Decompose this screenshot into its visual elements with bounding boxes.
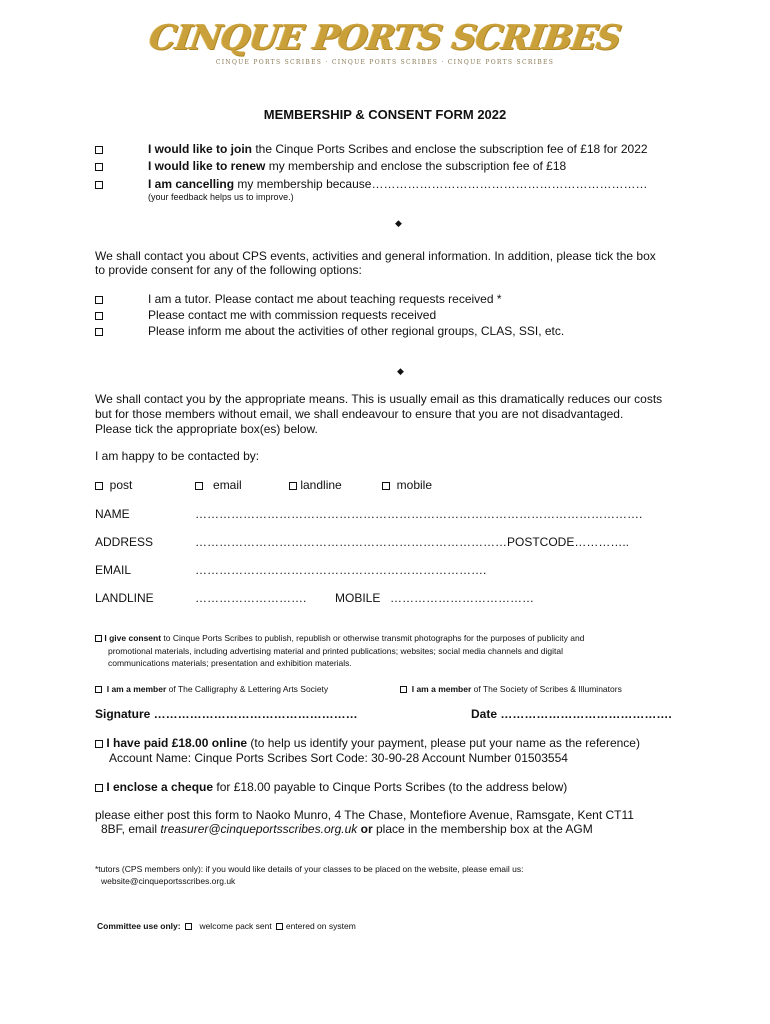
entered-system-checkbox[interactable] bbox=[276, 923, 283, 930]
contact-intro-line-2: to provide consent for any of the following options: bbox=[95, 263, 362, 277]
contact-by-label: I am happy to be contacted by: bbox=[95, 449, 260, 463]
checkbox-icon bbox=[382, 482, 390, 490]
post-instructions-line-2: 8BF, email treasurer@cinqueportsscribes.org.uk or place in the membership box at the AGM bbox=[101, 822, 593, 836]
tutor-note-line-1: *tutors (CPS members only): if you would like details of your classes to be placed on the website, please email us: bbox=[95, 864, 524, 874]
welcome-pack-checkbox[interactable] bbox=[185, 923, 192, 930]
means-line-3: Please tick the appropriate box(es) below. bbox=[95, 422, 318, 436]
paid-online-option[interactable]: I have paid £18.00 online (to help us identify your payment, please put your name as the reference) bbox=[95, 736, 640, 750]
renew-option: I would like to renew my membership and enclose the subscription fee of £18 bbox=[148, 159, 567, 173]
signature-field[interactable]: Signature …………………………………………… bbox=[95, 707, 358, 721]
commission-option: Please contact me with commission requests received bbox=[148, 308, 437, 322]
checkbox-icon bbox=[95, 163, 103, 171]
photo-consent-line-2: promotional materials, including advertising material and printed publications; websites; social media channels and digital bbox=[108, 646, 563, 656]
logo-tagline: CINQUE PORTS SCRIBES · CINQUE PORTS SCRIBES · CINQUE PORTS SCRIBES bbox=[215, 59, 555, 66]
renew-checkbox[interactable] bbox=[95, 159, 103, 173]
checkbox-icon bbox=[400, 686, 407, 693]
name-label: NAME bbox=[95, 507, 130, 521]
checkbox-icon[interactable] bbox=[95, 635, 102, 642]
cheque-option[interactable]: I enclose a cheque for £18.00 payable to Cinque Ports Scribes (to the address below) bbox=[95, 780, 567, 794]
committee-use: Committee use only: welcome pack sent entered on system bbox=[97, 921, 356, 931]
post-instructions-line-1: please either post this form to Naoko Munro, 4 The Chase, Montefiore Avenue, Ramsgate, Kent CT11 bbox=[95, 808, 634, 822]
ssi-member-option[interactable]: I am a member of The Society of Scribes & Illuminators bbox=[400, 684, 622, 694]
separator-diamond: ◆ bbox=[395, 218, 402, 228]
name-field[interactable]: …………………………………………………………………………………………………. bbox=[195, 507, 643, 521]
email-label: EMAIL bbox=[95, 563, 132, 577]
tutor-checkbox[interactable] bbox=[95, 292, 103, 306]
checkbox-icon bbox=[95, 296, 103, 304]
address-label: ADDRESS bbox=[95, 535, 154, 549]
join-option: I would like to join the Cinque Ports Scribes and enclose the subscription fee of £18 for 2022 bbox=[148, 142, 648, 156]
checkbox-icon bbox=[95, 686, 102, 693]
treasurer-email-link[interactable]: treasurer@cinqueportsscribes.org.uk bbox=[160, 822, 358, 836]
photo-consent-line-3: communications materials; presentation and exhibition materials. bbox=[108, 658, 352, 668]
contact-mobile-option[interactable]: mobile bbox=[382, 478, 432, 492]
date-field[interactable]: Date ……………………………………. bbox=[471, 707, 672, 721]
email-field[interactable]: ………………………………………………………………. bbox=[195, 563, 487, 577]
mobile-label: MOBILE bbox=[335, 591, 381, 605]
checkbox-icon bbox=[95, 784, 103, 792]
mobile-field[interactable]: ……………………………… bbox=[390, 591, 534, 605]
contact-email-option[interactable]: email bbox=[195, 478, 242, 492]
form-title: MEMBERSHIP & CONSENT FORM 2022 bbox=[263, 107, 507, 122]
checkbox-icon bbox=[95, 146, 103, 154]
tutor-option: I am a tutor. Please contact me about teaching requests received * bbox=[148, 292, 502, 306]
checkbox-icon bbox=[289, 482, 297, 490]
landline-field[interactable]: ………………………. bbox=[195, 591, 307, 605]
regional-checkbox[interactable] bbox=[95, 324, 103, 338]
checkbox-icon bbox=[195, 482, 203, 490]
checkbox-icon bbox=[95, 740, 103, 748]
checkbox-icon bbox=[95, 482, 103, 490]
photo-consent: I give consent to Cinque Ports Scribes to publish, republish or otherwise transmit photographs for the purposes of publicity and bbox=[95, 633, 584, 643]
contact-landline-option[interactable]: landline bbox=[289, 478, 342, 492]
means-line-1: We shall contact you by the appropriate means. This is usually email as this dramatically reduces our costs bbox=[95, 392, 663, 406]
cancel-checkbox[interactable] bbox=[95, 177, 103, 191]
logo-wordmark: CINQUE PORTS SCRIBES bbox=[146, 18, 624, 58]
cancel-option: I am cancelling my membership because…………………………………………………………… bbox=[148, 177, 648, 191]
commission-checkbox[interactable] bbox=[95, 308, 103, 322]
separator-diamond: ◆ bbox=[397, 366, 404, 376]
checkbox-icon bbox=[95, 181, 103, 189]
checkbox-icon bbox=[95, 312, 103, 320]
checkbox-icon bbox=[95, 328, 103, 336]
feedback-note: (your feedback helps us to improve.) bbox=[148, 192, 294, 202]
contact-intro-line-1: We shall contact you about CPS events, activities and general information. In addition, please tick the box bbox=[95, 249, 656, 263]
tutor-note-email[interactable]: website@cinqueportsscribes.org.uk bbox=[101, 876, 236, 886]
join-checkbox[interactable] bbox=[95, 142, 103, 156]
landline-label: LANDLINE bbox=[95, 591, 154, 605]
contact-post-option[interactable]: post bbox=[95, 478, 132, 492]
bank-details: Account Name: Cinque Ports Scribes Sort Code: 30-90-28 Account Number 01503554 bbox=[109, 751, 568, 765]
address-field[interactable]: ……………………………………………………………………POSTCODE………….. bbox=[195, 535, 630, 549]
regional-option: Please inform me about the activities of other regional groups, CLAS, SSI, etc. bbox=[148, 324, 565, 338]
clas-member-option[interactable]: I am a member of The Calligraphy & Lettering Arts Society bbox=[95, 684, 328, 694]
means-line-2: but for those members without email, we shall endeavour to ensure that you are not disadvantaged. bbox=[95, 407, 624, 421]
